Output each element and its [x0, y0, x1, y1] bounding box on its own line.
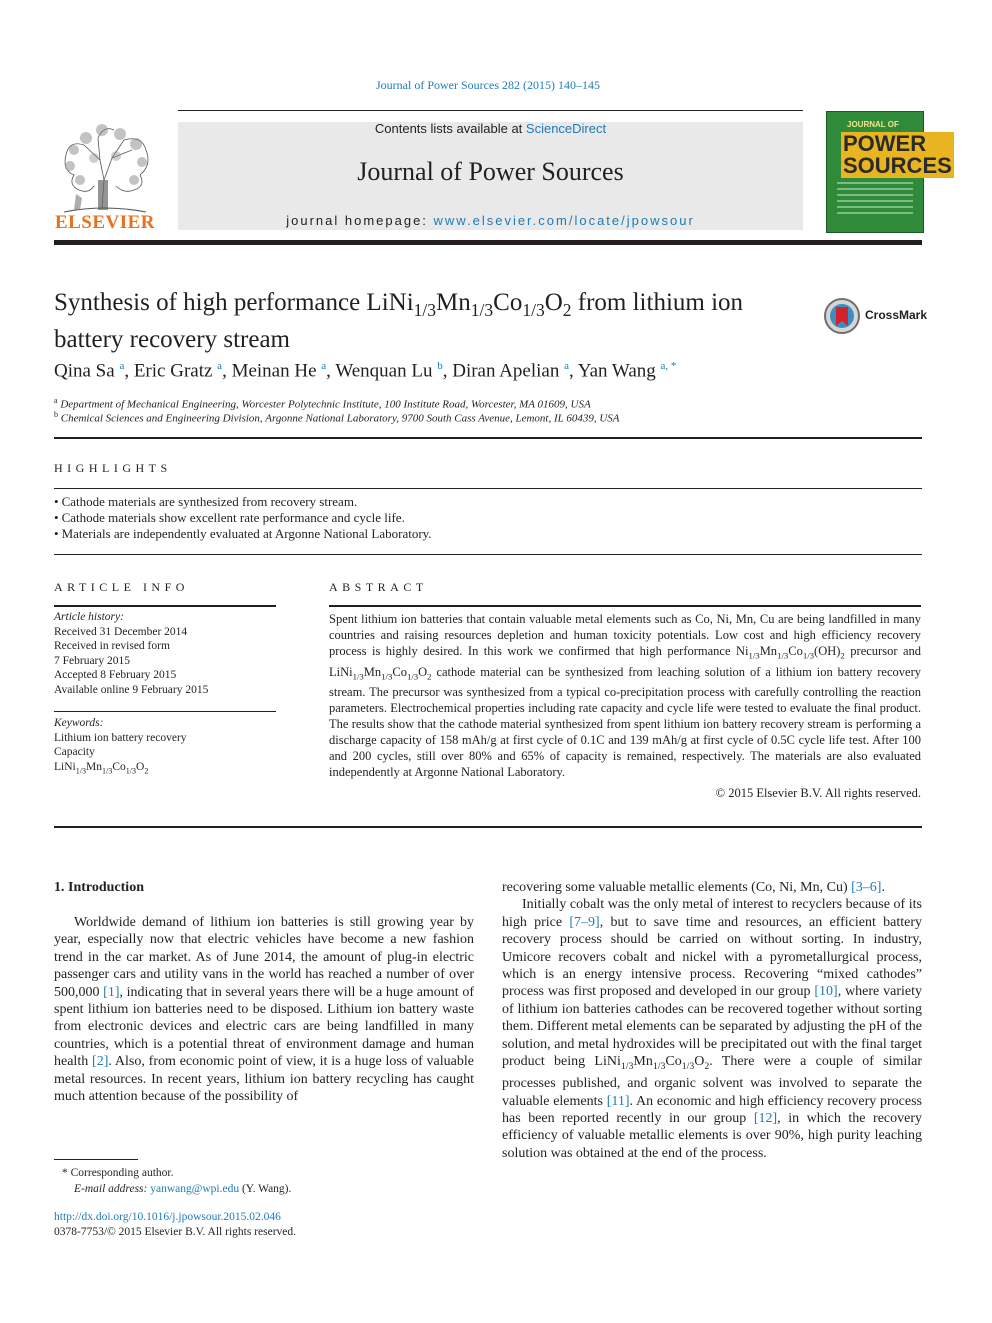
- article-info-heading: ARTICLE INFO: [54, 580, 189, 594]
- doi-link[interactable]: http://dx.doi.org/10.1016/j.jpowsour.2015.02.046: [54, 1211, 281, 1223]
- author-affiliation-mark[interactable]: b: [437, 360, 443, 372]
- history-item: Available online 9 February 2015: [54, 683, 209, 696]
- elsevier-wordmark: ELSEVIER: [54, 212, 156, 233]
- highlights-list: [54, 494, 914, 542]
- email-link[interactable]: yanwang@wpi.edu: [150, 1183, 240, 1195]
- paragraph: Initially cobalt was the only metal of interest to recyclers because of its high price [7–9], but to save time and resources, an efficient battery recovery process should be carried on without sorting. In industry, Umicore recovers cobalt and nickel with a pyrometallurgical process, which is an energy intensive process. Recovering “mixed cathodes” process was first proposed and developed in our group [10], where variety of lithium ion batteries cathodes can be recovered together without sorting them. Different metal elements can be separated by adjusting the pH of the solution, and metal hydroxides will be precipitated out with the final target product being $LiNi_{1/3}Mn_{1/3}Co_{1/3}O_2$. There were a couple of similar processes published, and organic solvent was involved to separate the valuable elements [11]. An economic and high efficiency recovery process has been reported recently in our group [12], in which the recovery efficiency of valuable metallic elements is over 90%, high purity leaching solution was obtained at the end of the process.: [502, 897, 923, 1161]
- author-name[interactable]: Yan Wang: [577, 360, 656, 382]
- author-name[interactable]: Wenquan Lu: [335, 360, 433, 382]
- paragraph: recovering some valuable metallic elements (Co, Ni, Mn, Cu) [3–6].: [502, 880, 885, 895]
- journal-cover-image[interactable]: [826, 111, 952, 233]
- footnote: [54, 1165, 474, 1197]
- header-top-rule: [178, 110, 803, 111]
- cover-title-line-1: POWER: [843, 131, 927, 156]
- reference-link[interactable]: [12]: [753, 1111, 778, 1127]
- body-column-right: [502, 879, 922, 1162]
- highlight-item: • Cathode materials are synthesized from recovery stream.: [54, 494, 914, 510]
- author-affiliation-mark[interactable]: a: [564, 360, 569, 372]
- contents-prefix: Contents lists available at: [374, 121, 526, 136]
- cover-top-text: JOURNAL OF: [847, 120, 899, 129]
- homepage-link[interactable]: www.elsevier.com/locate/jpowsour: [433, 213, 695, 228]
- divider: [54, 826, 922, 828]
- divider: [54, 605, 276, 607]
- divider: [329, 605, 921, 607]
- crossmark-icon[interactable]: [824, 296, 864, 336]
- reference-link[interactable]: [2]: [92, 1054, 109, 1070]
- homepage-prefix: journal homepage:: [286, 213, 434, 228]
- highlights-heading: HIGHLIGHTS: [54, 461, 172, 475]
- divider: [54, 554, 922, 555]
- author-name[interactable]: Eric Gratz: [133, 360, 213, 382]
- author-name[interactable]: Diran Apelian: [452, 360, 560, 382]
- footnote-rule: [54, 1159, 138, 1160]
- keyword-item: Lithium ion battery recovery: [54, 731, 187, 744]
- divider: [54, 711, 276, 712]
- highlight-item: • Cathode materials show excellent rate performance and cycle life.: [54, 510, 914, 526]
- doi-block: [54, 1210, 474, 1240]
- journal-name: Journal of Power Sources: [357, 157, 624, 186]
- paragraph: Worldwide demand of lithium ion batteries is still growing year by year, especially now that electric vehicles have become a new fashion trend in the car market. As of June 2014, the amount of plug-in electric passenger cars and utility vans in the world has reached a number of over 500,000 [1], indicating that in several years there will be a huge amount of spent lithium ion batteries need to be disposed. Lithium ion battery waste from electronic devices and electric cars are being landfilled in many countries, which is a potential threat of environment damage and human health [2]. Also, from economic point of view, it is a huge loss of valuable metal resources. In recent years, lithium ion battery recycling has caught much attention because of the possibility of: [54, 915, 475, 1105]
- history-label: Article history:: [54, 611, 124, 623]
- keywords: [54, 716, 276, 778]
- cover-decoration: [837, 182, 913, 218]
- reference-link[interactable]: [3–6]: [851, 880, 882, 895]
- issn-line: 0378-7753/© 2015 Elsevier B.V. All rights reserved.: [54, 1226, 297, 1238]
- history-item: 7 February 2015: [54, 654, 131, 667]
- author-affiliation-mark[interactable]: a: [119, 360, 125, 372]
- history-item: Received 31 December 2014: [54, 625, 188, 638]
- email-note: E-mail address: yanwang@wpi.edu (Y. Wang).: [74, 1183, 292, 1195]
- divider: [54, 437, 922, 439]
- article-history: [54, 610, 276, 697]
- article-title: Synthesis of high performance $LiNi_{1/3}Mn_{1/3}Co_{1/3}O_2$ from lithium ion battery recovery stream: [54, 289, 744, 353]
- crossmark-label[interactable]: CrossMark: [865, 308, 928, 322]
- abstract-copyright: © 2015 Elsevier B.V. All rights reserved.: [715, 786, 921, 800]
- body-column-left: [54, 914, 474, 1105]
- author-list: Qina Sa $^a$, Eric Gratz $^a$, Meinan He $^a$, Wenquan Lu $^b$, Diran Apelian $^a$, Yan Wang $^{a, *}$: [54, 360, 677, 382]
- highlight-item: • Materials are independently evaluated at Argonne National Laboratory.: [54, 526, 914, 542]
- homepage-line: [178, 213, 803, 228]
- author-affiliation-mark[interactable]: a: [321, 360, 327, 372]
- introduction-heading: 1. Introduction: [54, 880, 144, 895]
- abstract-heading: ABSTRACT: [329, 580, 428, 594]
- divider: [54, 488, 922, 489]
- author-affiliation-mark[interactable]: a: [217, 360, 223, 372]
- affiliation-a: $^a$ Department of Mechanical Engineering, Worcester Polytechnic Institute, 100 Institute Road, Worcester, MA 01609, USA: [54, 396, 591, 411]
- reference-link[interactable]: [1]: [103, 984, 120, 1000]
- keyword-item: $LiNi_{1/3}Mn_{1/3}Co_{1/3}O_2$: [54, 760, 149, 775]
- header-thick-rule: [54, 240, 922, 245]
- affiliation-b: $^b$ Chemical Sciences and Engineering Division, Argonne National Laboratory, 9700 South Cass Avenue, Lemont, IL 60439, USA: [54, 410, 620, 425]
- sciencedirect-link[interactable]: ScienceDirect: [525, 121, 607, 136]
- author-affiliation-mark[interactable]: a, *: [660, 360, 677, 372]
- corresponding-author-note: * Corresponding author.: [62, 1167, 174, 1179]
- journal-citation[interactable]: Journal of Power Sources 282 (2015) 140–145: [376, 78, 600, 92]
- reference-link[interactable]: [7–9]: [569, 914, 600, 930]
- history-item: Received in revised form: [54, 640, 170, 652]
- author-name[interactable]: Qina Sa: [54, 360, 115, 382]
- reference-link[interactable]: [11]: [606, 1093, 630, 1109]
- cover-title: [841, 132, 954, 178]
- history-item: Accepted 8 February 2015: [54, 669, 177, 681]
- author-name[interactable]: Meinan He: [231, 360, 317, 382]
- keyword-item: Capacity: [54, 746, 95, 758]
- keywords-label: Keywords:: [54, 717, 104, 729]
- contents-line: [178, 121, 803, 136]
- reference-link[interactable]: [10]: [814, 984, 838, 1000]
- abstract-text: Spent lithium ion batteries that contain valuable metal elements such as Co, Ni, Mn, Cu are being landfilled in many countries and raising resources depletion and human toxicity potentials. Low cost and high efficiency recovery process is highly desired. In this work we confirmed that high performance $Ni_{1/3}Mn_{1/3}Co_{1/3}(OH)_2$ precursor and $LiNi_{1/3}Mn_{1/3}Co_{1/3}O_2$ cathode material can be synthesized from leaching solution of a lithium ion battery recovery stream. The precursor was synthesized from a typical co-precipitation process with carefully controlling the reaction parameters. Electrochemical properties including rate capacity and cycle life were tested to evaluate the final product. The results show that the cathode material synthesized from spent lithium ion battery recovery stream is performing a discharge capacity of 158 mAh/g at first cycle of 0.1C and 139 mAh/g at first cycle of 0.5C cycle life test. After 100 and 200 cycles, still over 80% and 65% of capacity is remained, respectively. The materials are also evaluated independently at Argonne National Laboratory.: [329, 612, 922, 779]
- cover-title-line-2: SOURCES: [843, 153, 952, 178]
